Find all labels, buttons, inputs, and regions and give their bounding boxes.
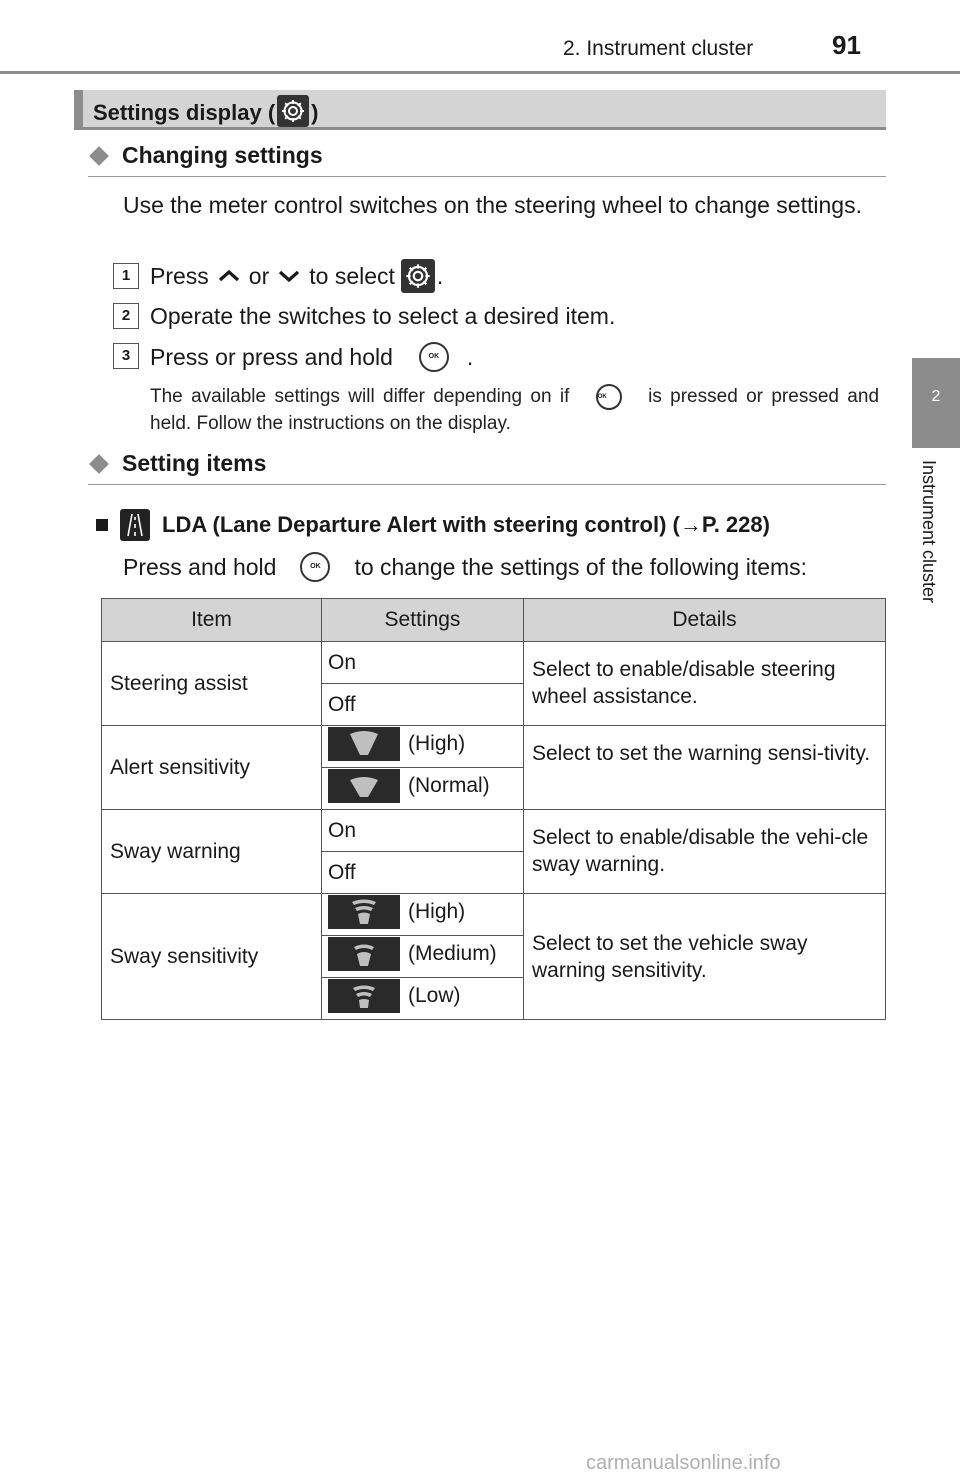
setting-items-heading-text: Setting items <box>122 450 267 476</box>
square-bullet-icon <box>96 519 108 531</box>
item-sway-sensitivity: Sway sensitivity <box>102 894 322 1020</box>
item-sway-warning: Sway warning <box>102 810 322 894</box>
step-3-text-b: . <box>466 343 474 370</box>
changing-settings-rule <box>88 176 886 177</box>
setting-high <box>322 726 524 768</box>
setting-low-wrap <box>328 979 461 1013</box>
lda-heading-text-b: P. 228) <box>701 512 770 537</box>
diamond-bullet-icon <box>89 454 109 474</box>
step-1-text <box>150 258 443 294</box>
setting-high-wrap <box>328 727 465 761</box>
ok-button-icon: OK <box>596 384 622 410</box>
setting-low <box>322 978 524 1020</box>
setting-high-label: (High) <box>408 731 466 755</box>
step-1-text-c: to select <box>309 262 395 289</box>
changing-settings-heading <box>88 142 323 169</box>
changing-settings-paragraph: Use the meter control switches on the steering wheel to change settings. <box>123 192 862 218</box>
setting-items-rule <box>88 484 886 485</box>
item-alert-sensitivity: Alert sensitivity <box>102 726 322 810</box>
page-number: 91 <box>832 30 861 60</box>
table-row <box>102 642 886 684</box>
setting-on: On <box>322 642 524 684</box>
step-number-1: 1 <box>113 263 139 289</box>
settings-note <box>150 383 879 437</box>
setting-off: Off <box>322 684 524 726</box>
section-title <box>93 97 318 129</box>
settings-note-b: is pressed or pressed and held. Follow the instructions on the display. <box>150 386 880 434</box>
chapter-title: 2. Instrument cluster <box>563 37 754 60</box>
step-3-text <box>150 340 473 374</box>
step-1-text-b: or <box>248 262 270 289</box>
step-1-text-a: Press <box>150 262 209 289</box>
setting-high-wrap <box>328 895 465 929</box>
watermark: carmanualsonline.info <box>586 1452 781 1474</box>
side-tab-number: 2 <box>912 358 960 448</box>
sensitivity-indicator-icon <box>328 727 400 761</box>
step-3-text-a: Press or press and hold <box>150 343 393 370</box>
table-row <box>102 894 886 936</box>
setting-high-label: (High) <box>408 899 466 923</box>
setting-medium-label: (Medium) <box>408 941 497 965</box>
col-header-settings: Settings <box>322 599 524 642</box>
item-steering-assist: Steering assist <box>102 642 322 726</box>
setting-medium-wrap <box>328 937 497 971</box>
setting-medium <box>322 936 524 978</box>
section-header-accent <box>74 90 83 130</box>
lda-heading-arrow: → <box>679 512 702 537</box>
press-and-hold-line <box>123 552 807 582</box>
setting-high <box>322 894 524 936</box>
lda-icon <box>120 509 150 541</box>
setting-normal-label: (Normal) <box>408 773 490 797</box>
table-row <box>102 726 886 768</box>
lda-heading-text-a: LDA (Lane Departure Alert with steering control) ( <box>162 512 680 537</box>
table-header-row <box>102 599 886 642</box>
section-title-after: ) <box>311 100 319 125</box>
setting-normal-wrap <box>328 769 490 803</box>
side-tab-label <box>918 460 944 640</box>
diamond-bullet-icon <box>89 146 109 166</box>
col-header-item: Item <box>102 599 322 642</box>
details-steering-assist: Select to enable/disable steering wheel assistance. <box>524 642 886 726</box>
lda-heading <box>96 509 770 541</box>
gear-icon <box>401 259 435 293</box>
setting-normal <box>322 768 524 810</box>
step-1-text-d: . <box>436 262 444 289</box>
lda-settings-table <box>101 598 886 1020</box>
sensitivity-indicator-icon <box>328 937 400 971</box>
step-number-2: 2 <box>113 303 139 329</box>
sensitivity-indicator-icon <box>328 895 400 929</box>
details-sway-warning: Select to enable/disable the vehi-cle sway warning. <box>524 810 886 894</box>
ok-button-icon: OK <box>300 552 330 582</box>
setting-low-label: (Low) <box>408 983 461 1007</box>
side-tab-label-text: Instrument cluster <box>919 460 939 604</box>
sensitivity-indicator-icon <box>328 979 400 1013</box>
details-sway-sensitivity: Select to set the vehicle sway warning sensitivity. <box>524 894 886 1020</box>
ok-button-icon: OK <box>419 342 449 372</box>
press-line-b: to change the settings of the following items: <box>354 553 808 580</box>
section-title-before: Settings display ( <box>93 100 276 125</box>
details-alert-sensitivity: Select to set the warning sensi-tivity. <box>524 726 886 810</box>
step-number-3: 3 <box>113 343 139 369</box>
header-rule <box>0 71 960 74</box>
sensitivity-indicator-icon <box>328 769 400 803</box>
changing-settings-heading-text: Changing settings <box>122 142 323 168</box>
setting-off: Off <box>322 852 524 894</box>
gear-icon <box>277 95 309 127</box>
col-header-details: Details <box>524 599 886 642</box>
setting-on: On <box>322 810 524 852</box>
chevron-down-icon <box>269 264 309 288</box>
press-line-a: Press and hold <box>123 553 277 580</box>
settings-note-a: The available settings will differ depending on if <box>150 386 570 407</box>
table-row <box>102 810 886 852</box>
chevron-up-icon <box>209 264 249 288</box>
step-2-text: Operate the switches to select a desired item. <box>150 302 616 329</box>
setting-items-heading <box>88 450 266 477</box>
